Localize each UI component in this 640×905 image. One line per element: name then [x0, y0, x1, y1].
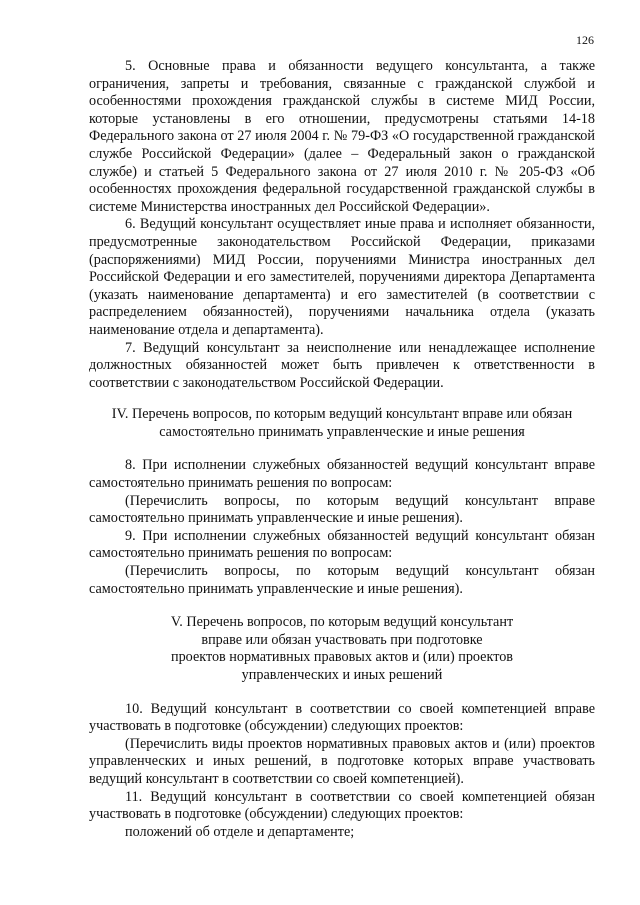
paragraph-11: 11. Ведущий консультант в соответствии со своей компетенцией обязан участвовать в подготовке (обсуждении) следующих проектов: — [89, 788, 595, 823]
section-iv-heading-line: самостоятельно принимать управленческие и иные решения — [159, 423, 525, 440]
paragraph-10: 10. Ведущий консультант в соответствии со своей компетенцией вправе участвовать в подготовке (обсуждении) следующих проектов: — [89, 700, 595, 735]
paragraph-8: 8. При исполнении служебных обязанностей ведущий консультант вправе самостоятельно принимать решения по вопросам: — [89, 457, 595, 492]
section-iv-heading-line: IV. Перечень вопросов, по которым ведущий консультант вправе или обязан — [111, 406, 573, 423]
section-v-heading — [89, 614, 595, 684]
page-number: 126 — [576, 33, 594, 47]
section-v-heading-line: V. Перечень вопросов, по которым ведущий консультант — [170, 614, 514, 631]
section-v-heading-line: управленческих и иных решений — [241, 667, 443, 683]
section-v-heading-line: проектов нормативных правовых актов и (или) проектов — [170, 649, 513, 666]
paragraph-5: 5. Основные права и обязанности ведущего консультанта, а также ограничения, запреты и требования, связанные с гражданской службой и особенностями прохождения гражданской службы в системе МИД России, которые установлены в его отношении, предусмотрены статьями 14-18 Федерального закона от 27 июля 2004 г. № 79-ФЗ «О государственной гражданской службе Российской Федерации» (далее – Федеральный закон о гражданской службе) и статьей 5 Федерального закона от 27 июля 2010 г. № 205-ФЗ «Об особенностях прохождения федеральной государственной гражданской службы в системе Министерства иностранных дел Российской Федерации». — [89, 58, 595, 215]
section-iv-heading — [89, 406, 595, 441]
paragraph-11-item: положений об отделе и департаменте; — [125, 823, 355, 840]
section-v-heading-line: вправе или обязан участвовать при подготовке — [201, 631, 483, 648]
paragraph-9-list: (Перечислить вопросы, по которым ведущий консультант обязан самостоятельно принимать управленческие и иные решения). — [89, 563, 595, 597]
paragraph-7: 7. Ведущий консультант за неисполнение или ненадлежащее исполнение должностных обязанностей может быть привлечен к ответственности в соответствии с законодательством Российской Федерации. — [89, 339, 595, 391]
paragraph-10-list: (Перечислить виды проектов нормативных правовых актов и (или) проектов управленческих и иных решений, в подготовке которых вправе участвовать ведущий консультант в соответствии со своей компетенцией). — [89, 735, 595, 787]
paragraph-6: 6. Ведущий консультант осуществляет иные права и исполняет обязанности, предусмотренные законодательством Российской Федерации, приказами (распоряжениями) МИД России, поручениями Министра иностранных дел Российской Федерации и его заместителей, поручениями директора Департамента (указать наименование департамента) и его заместителей (в соответствии с распределением обязанностей), поручениями начальника отдела (указать наименование отдела и департамента). — [89, 216, 595, 338]
paragraph-9: 9. При исполнении служебных обязанностей ведущий консультант обязан самостоятельно принимать решения по вопросам: — [89, 527, 595, 562]
document-body — [89, 58, 595, 841]
paragraph-8-list: (Перечислить вопросы, по которым ведущий консультант вправе самостоятельно принимать управленческие и иные решения). — [89, 492, 595, 527]
